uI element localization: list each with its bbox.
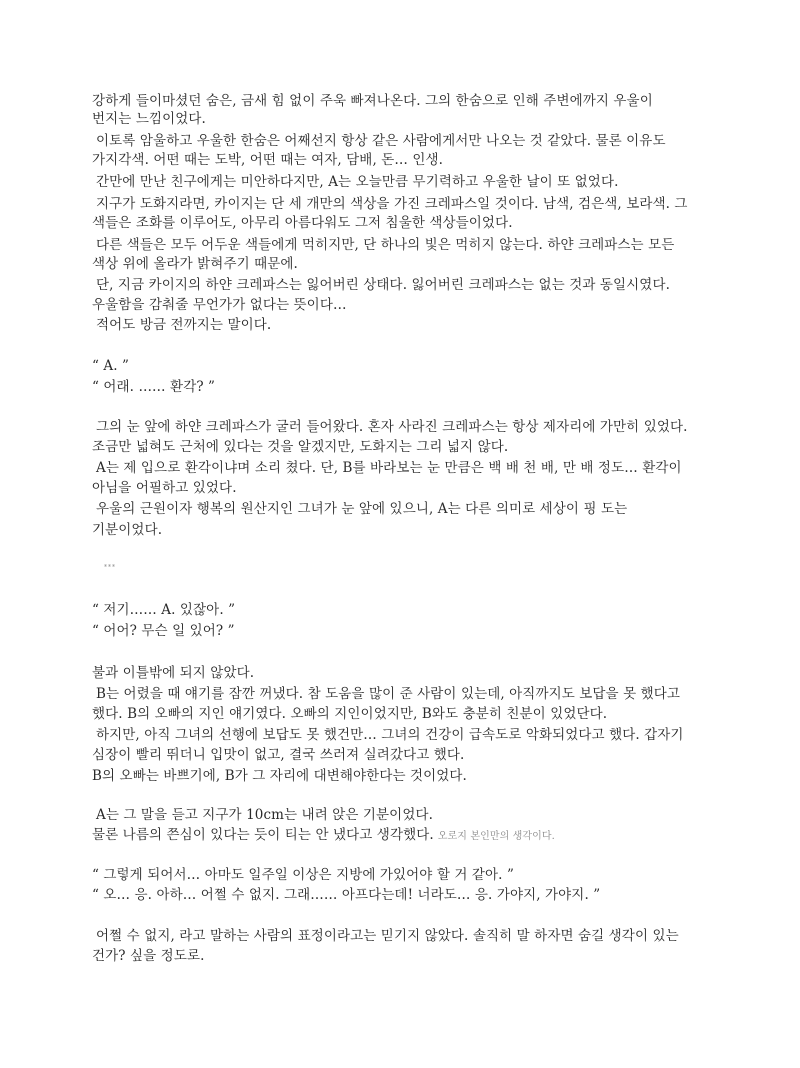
text-line: 단, 지금 카이지의 하얀 크레파스는 잃어버린 상태다. 잃어버린 크레파스는 없는 것과 동일시였다. (96, 277, 670, 293)
text-line: 가지각색. 어떤 때는 도박, 어떤 때는 여자, 담배, 돈… 인생. (92, 152, 444, 168)
text-line: B는 어렸을 때 얘기를 잠깐 꺼냈다. 참 도움을 많이 준 사람이 있는데, 아직까지도 보답을 못 했다고 (96, 686, 681, 702)
dialogue-line: “ 저기…… A. 있잖아. ” (92, 602, 236, 618)
scene-break-marker: *** (104, 564, 116, 571)
text-line: 그의 눈 앞에 하얀 크레파스가 굴러 들어왔다. 혼자 사라진 크레파스는 항상 제자리에 가만히 있었다. (96, 419, 688, 435)
aside-note: 오로지 본인만의 생각이다. (437, 831, 555, 842)
text-line: 건가? 싶을 정도로. (92, 948, 205, 964)
text-line: 아님을 어필하고 있었다. (92, 480, 237, 496)
dialogue-line: “ A. ” (92, 358, 130, 374)
text-line: 지구가 도화지라면, 카이지는 단 세 개만의 색상을 가진 크레파스일 것이다. 남색, 검은색, 보라색. 그 (96, 196, 688, 212)
text-line: 우울함을 감춰줄 무언가가 없다는 뜻이다… (92, 297, 347, 313)
text-line (92, 826, 555, 846)
text-line: 불과 이틀밖에 되지 않았다. (92, 665, 255, 681)
dialogue-line: “ 오… 응. 아하… 어쩔 수 없지. 그래…… 아프다는데! 너라도… 응. 가야지, 가야지. ” (92, 887, 601, 903)
text-segment: 물론 나름의 쯘심이 있다는 듯이 티는 안 냈다고 생각했다. (92, 827, 434, 843)
text-line: 심장이 빨리 뛰더니 입맛이 없고, 결국 쓰러져 실려갔다고 했다. (92, 747, 465, 763)
text-line: 강하게 들이마셨던 숨은, 금새 힘 없이 주욱 빠져나온다. 그의 한숨으로 인해 주변에까지 우울이 (92, 93, 653, 109)
text-line: 우울의 근원이자 행복의 원산지인 그녀가 눈 앞에 있으니, A는 다른 의미로 세상이 핑 도는 (96, 501, 628, 517)
text-line: 다른 색들은 모두 어두운 색들에게 먹히지만, 단 하나의 빛은 먹히지 않는다. 하얀 크레파스는 모든 (96, 237, 675, 253)
dialogue-line: “ 어래. …… 환각? ” (92, 379, 216, 395)
text-line: A는 그 말을 듣고 지구가 10cm는 내려 앉은 기분이었다. (96, 807, 433, 823)
text-line: 간만에 만난 친구에게는 미안하다지만, A는 오늘만큼 무기력하고 우울한 날이 또 없었다. (96, 174, 619, 190)
text-line: B의 오빠는 바쁘기에, B가 그 자리에 대변해야한다는 것이었다. (92, 768, 467, 784)
dialogue-line: “ 어어? 무슨 일 있어? ” (92, 623, 235, 639)
text-line: 하지만, 아직 그녀의 선행에 보답도 못 했건만… 그녀의 건강이 급속도로 악화되었다고 했다. 갑자기 (96, 727, 684, 743)
text-line: 번지는 느낌이었다. (92, 111, 206, 127)
text-line: 어쩔 수 없지, 라고 말하는 사람의 표정이라고는 믿기지 않았다. 솔직히 말 하자면 숨길 생각이 있는 (96, 928, 679, 944)
text-line: 조금만 넓혀도 근처에 있다는 것을 알겠지만, 도화지는 그리 넓지 않다. (92, 439, 509, 455)
text-line: 기분이었다. (92, 522, 163, 538)
text-line: 색상 위에 올라가 밝혀주기 때문에. (92, 256, 298, 272)
text-line: 했다. B의 오빠의 지인 얘기였다. 오빠의 지인이었지만, B와도 충분히 친분이 있었단다. (92, 706, 608, 722)
dialogue-line: “ 그렇게 되어서… 아마도 일주일 이상은 지방에 가있어야 할 거 같아. ” (92, 867, 514, 883)
text-line: 적어도 방금 전까지는 말이다. (96, 317, 272, 333)
text-line: 이토록 암울하고 우울한 한숨은 어째선지 항상 같은 사람에게서만 나오는 것 같았다. 물론 이유도 (96, 133, 666, 149)
text-line: 색들은 조화를 이루어도, 아무리 아름다워도 그저 침울한 색상들이었다. (92, 215, 513, 231)
text-line: A는 제 입으로 환각이냐며 소리 쳤다. 단, B를 바라보는 눈 만큼은 백 배 천 배, 만 배 정도… 환각이 (96, 460, 682, 476)
